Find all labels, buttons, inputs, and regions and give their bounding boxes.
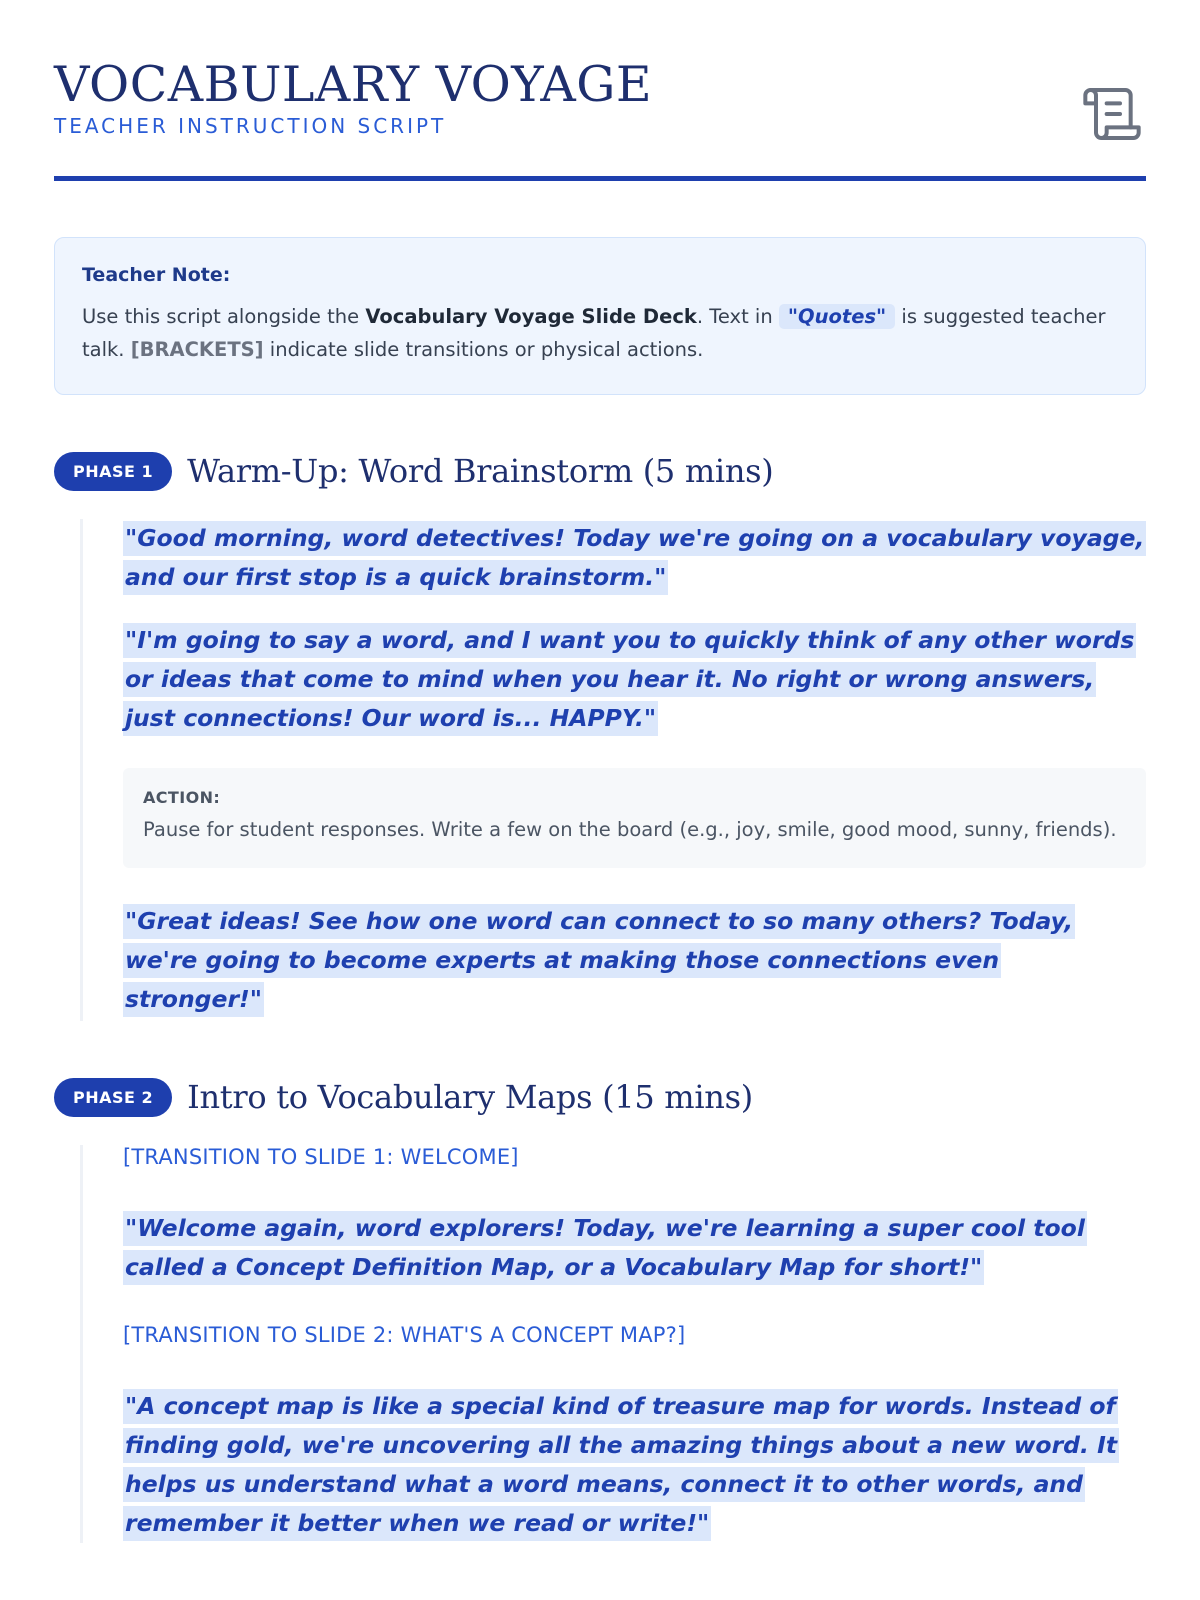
- teacher-note: [54, 237, 1146, 395]
- page-header: [54, 54, 1146, 181]
- teacher-talk-text: "Good morning, word detectives! Today we're going on a vocabulary voyage, and our first stop is a quick brainstorm.": [123, 521, 1146, 595]
- quotes-label: "Quotes": [779, 304, 895, 329]
- action-label: ACTION:: [143, 788, 221, 807]
- teacher-talk: [123, 1209, 1146, 1287]
- slide-transition: [TRANSITION TO SLIDE 1: WELCOME]: [123, 1145, 519, 1169]
- slide-deck-name: Vocabulary Voyage Slide Deck: [365, 305, 697, 328]
- teacher-talk: [123, 902, 1146, 1019]
- teacher-talk-text: "Great ideas! See how one word can connect to so many others? Today, we're going to become experts at making those connections even stronger!": [123, 904, 1075, 1017]
- teacher-talk-text: "Welcome again, word explorers! Today, we're learning a super cool tool called a Concept Definition Map, or a Vocabulary Map for short!": [123, 1211, 1087, 1285]
- phase-1-body: [80, 519, 1146, 1021]
- phase-2-header: [54, 1075, 1146, 1119]
- slide-transition: [TRANSITION TO SLIDE 2: WHAT'S A CONCEPT MAP?]: [123, 1323, 686, 1347]
- teacher-talk-text: "I'm going to say a word, and I want you to quickly think of any other words or ideas that come to mind when you hear it. No right or wrong answers, just connections! Our word is... HAPPY.": [123, 623, 1136, 736]
- phase-1-header: [54, 449, 1146, 493]
- phase-1-badge: PHASE 1: [54, 452, 172, 491]
- phase-1-title: Warm-Up: Word Brainstorm (5 mins): [187, 452, 774, 490]
- teacher-talk: [123, 621, 1146, 738]
- phase-2-badge: PHASE 2: [54, 1078, 172, 1117]
- phase-1-section: [54, 449, 1146, 1021]
- brackets-label: [BRACKETS]: [130, 338, 264, 361]
- teacher-talk: [123, 519, 1146, 597]
- note-text-4: indicate slide transitions or physical actions.: [263, 338, 704, 361]
- page-subtitle: TEACHER INSTRUCTION SCRIPT: [54, 113, 447, 138]
- phase-2-section: [54, 1075, 1146, 1543]
- note-text-1: Use this script alongside the: [82, 305, 366, 328]
- action-text: Pause for student responses. Write a few on the board (e.g., joy, smile, good mood, sunny, friends).: [143, 818, 1117, 841]
- phase-2-title: Intro to Vocabulary Maps (15 mins): [187, 1078, 753, 1116]
- page-title: VOCABULARY VOYAGE: [54, 56, 653, 113]
- note-text-2: . Text in: [696, 305, 779, 328]
- teacher-talk-text: "A concept map is like a special kind of treasure map for words. Instead of finding gold, we're uncovering all the amazing things about a new word. It helps us understand what a word means, connect it to other words, and remember it better when we read or write!": [123, 1389, 1119, 1541]
- teacher-note-title: Teacher Note:: [82, 264, 231, 286]
- teacher-note-body: [82, 300, 1118, 366]
- action-box: [123, 768, 1146, 868]
- phase-2-body: [80, 1145, 1146, 1543]
- note-text-3: is suggested teacher talk.: [82, 305, 1106, 361]
- scroll-icon: [1080, 82, 1144, 146]
- teacher-talk: [123, 1387, 1146, 1543]
